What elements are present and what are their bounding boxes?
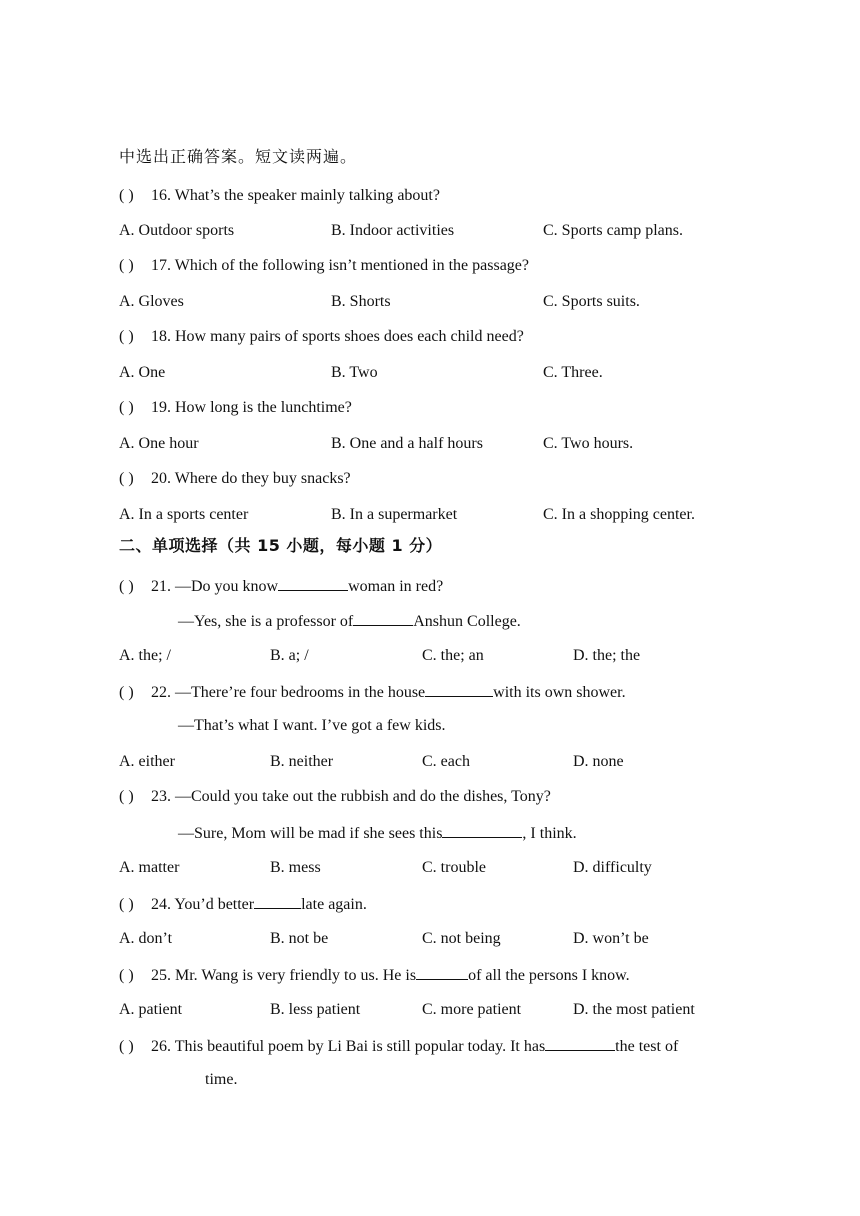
question-21 — [119, 575, 443, 597]
option-22-c: C. each — [422, 753, 470, 770]
option-18-a: A. One — [119, 364, 166, 381]
question-23-line-2 — [178, 822, 577, 844]
question-22 — [119, 681, 626, 703]
answer-blank — [545, 1035, 615, 1051]
answer-blank — [425, 681, 493, 697]
option-25-a: A. patient — [119, 1001, 183, 1018]
question-text-post: with its own shower. — [493, 684, 626, 701]
option-17-a: A. Gloves — [119, 293, 184, 310]
option-23-c: C. trouble — [422, 859, 486, 876]
question-text-post: woman in red? — [348, 578, 444, 595]
answer-paren: ( ) — [119, 967, 134, 984]
answer-paren: ( ) — [119, 1038, 134, 1055]
question-19 — [119, 398, 352, 418]
question-text-pre: 24. You’d better — [151, 896, 255, 913]
question-text: 17. Which of the following isn’t mentioned in the passage? — [151, 257, 529, 274]
question-text: 18. How many pairs of sports shoes does each child need? — [151, 328, 524, 345]
option-21-c: C. the; an — [422, 647, 484, 664]
option-23-a: A. matter — [119, 859, 180, 876]
question-24 — [119, 893, 367, 915]
section-2-title: 二、单项选择（共 15 小题，每小题 1 分） — [119, 536, 443, 555]
question-text: 16. What’s the speaker mainly talking about? — [151, 187, 440, 204]
option-20-b: B. In a supermarket — [331, 506, 458, 523]
answer-paren: ( ) — [119, 896, 134, 913]
answer-blank — [254, 893, 301, 909]
dialog-text-pre: —Sure, Mom will be mad if she sees this — [178, 825, 443, 842]
option-23-b: B. mess — [270, 859, 321, 876]
question-text-pre: 26. This beautiful poem by Li Bai is still popular today. It has — [151, 1038, 546, 1055]
option-25-d: D. the most patient — [573, 1001, 695, 1018]
answer-blank — [416, 964, 468, 980]
question-23 — [119, 787, 551, 807]
option-24-b: B. not be — [270, 930, 329, 947]
question-21-line-2 — [178, 610, 521, 632]
option-21-a: A. the; / — [119, 647, 171, 664]
option-16-b: B. Indoor activities — [331, 222, 455, 239]
option-18-b: B. Two — [331, 364, 378, 381]
question-text-pre: 22. —There’re four bedrooms in the house — [151, 684, 426, 701]
question-text-post: the test of — [615, 1038, 679, 1055]
option-24-a: A. don’t — [119, 930, 173, 947]
question-text: 23. —Could you take out the rubbish and do the dishes, Tony? — [151, 788, 551, 805]
option-25-c: C. more patient — [422, 1001, 522, 1018]
option-24-d: D. won’t be — [573, 930, 649, 947]
question-20 — [119, 469, 351, 489]
dialog-text-post: , I think. — [522, 825, 577, 842]
answer-paren: ( ) — [119, 257, 134, 274]
option-20-c: C. In a shopping center. — [543, 506, 695, 523]
section-intro: 中选出正确答案。短文读两遍。 — [119, 147, 358, 166]
answer-paren: ( ) — [119, 328, 134, 345]
question-18 — [119, 327, 524, 347]
option-19-c: C. Two hours. — [543, 435, 634, 452]
dialog-text-pre: —Yes, she is a professor of — [178, 613, 354, 630]
answer-blank — [278, 575, 348, 591]
option-22-d: D. none — [573, 753, 624, 770]
option-25-b: B. less patient — [270, 1001, 361, 1018]
question-26 — [119, 1035, 678, 1057]
answer-paren: ( ) — [119, 470, 134, 487]
answer-paren: ( ) — [119, 684, 134, 701]
option-24-c: C. not being — [422, 930, 501, 947]
option-19-a: A. One hour — [119, 435, 199, 452]
option-22-a: A. either — [119, 753, 175, 770]
option-21-d: D. the; the — [573, 647, 641, 664]
answer-blank — [442, 822, 522, 838]
question-16 — [119, 186, 440, 206]
question-text: 19. How long is the lunchtime? — [151, 399, 352, 416]
option-17-b: B. Shorts — [331, 293, 391, 310]
option-19-b: B. One and a half hours — [331, 435, 483, 452]
option-22-b: B. neither — [270, 753, 334, 770]
option-16-a: A. Outdoor sports — [119, 222, 235, 239]
question-22-line-2: —That’s what I want. I’ve got a few kids. — [178, 717, 446, 734]
question-text-post: late again. — [301, 896, 367, 913]
option-20-a: A. In a sports center — [119, 506, 249, 523]
option-17-c: C. Sports suits. — [543, 293, 640, 310]
option-21-b: B. a; / — [270, 647, 309, 664]
answer-paren: ( ) — [119, 187, 134, 204]
question-text-pre: 21. —Do you know — [151, 578, 279, 595]
question-text-pre: 25. Mr. Wang is very friendly to us. He is — [151, 967, 417, 984]
question-25 — [119, 964, 630, 986]
dialog-text-post: Anshun College. — [413, 613, 521, 630]
option-23-d: D. difficulty — [573, 859, 652, 876]
answer-blank — [353, 610, 413, 626]
option-18-c: C. Three. — [543, 364, 603, 381]
answer-paren: ( ) — [119, 788, 134, 805]
option-16-c: C. Sports camp plans. — [543, 222, 683, 239]
question-text-post: of all the persons I know. — [468, 967, 630, 984]
answer-paren: ( ) — [119, 578, 134, 595]
question-17 — [119, 256, 529, 276]
question-text: 20. Where do they buy snacks? — [151, 470, 351, 487]
answer-paren: ( ) — [119, 399, 134, 416]
question-26-line-2: time. — [205, 1071, 238, 1088]
